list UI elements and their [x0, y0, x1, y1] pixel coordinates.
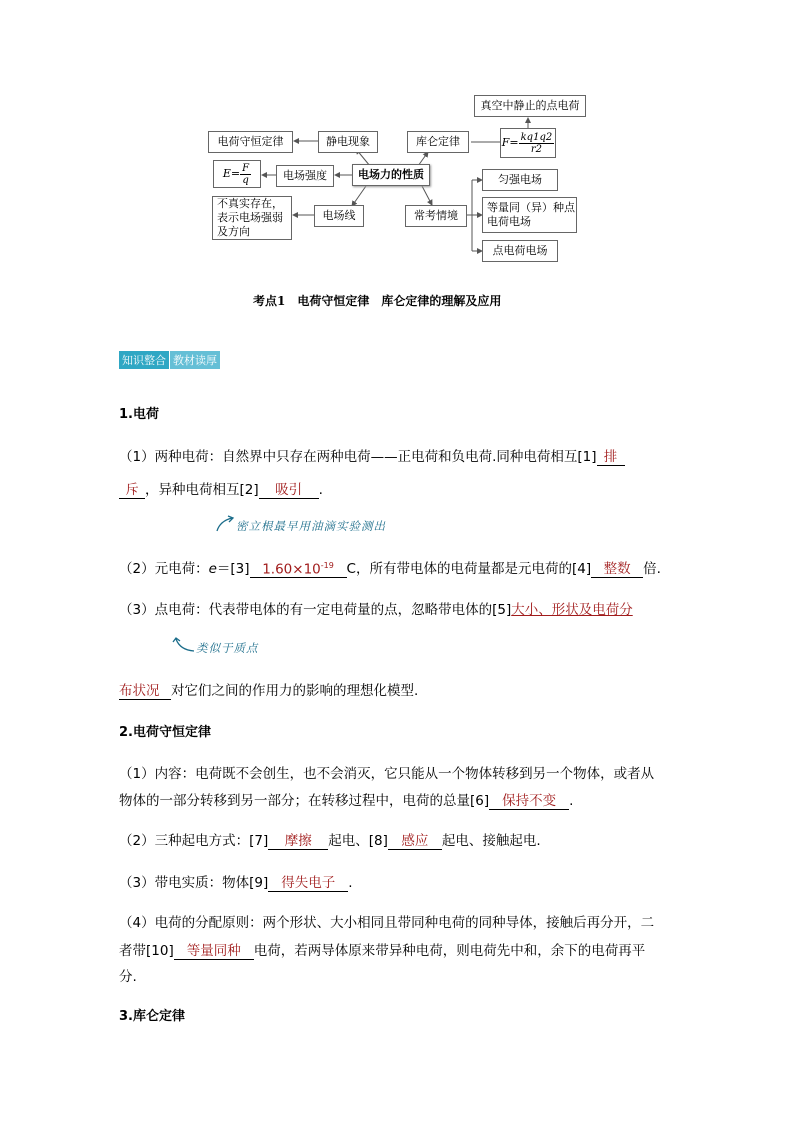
s1-p2-e: e	[208, 561, 217, 577]
s1-paragraph-3a	[119, 598, 633, 618]
s2-paragraph-4a: （4）电荷的分配原则：两个形状、大小相同且带同种电荷的同种导体，接触后再分开，二	[119, 915, 655, 931]
answer-5a: 大小、形状及电荷分	[511, 602, 633, 618]
s2-paragraph-2	[119, 829, 541, 850]
field-formula-fraction	[240, 163, 251, 186]
coulomb-law-label: 库仑定律	[416, 135, 460, 148]
s1-p2-text-a: （2）元电荷：	[119, 561, 209, 577]
equal-charges-box	[482, 197, 577, 233]
heading-1: 1.电荷	[119, 407, 159, 422]
field-line-note-label: 不真实存在，表示电场强弱及方向	[217, 197, 283, 238]
answer-1a	[597, 445, 625, 466]
answer-6-text: 保持不变	[502, 793, 557, 809]
s2-paragraph-4b	[119, 939, 645, 960]
answer-3	[250, 561, 347, 579]
center-label: 电场力的性质	[358, 168, 424, 181]
field-formula-denominator: q	[242, 174, 249, 186]
s1-p2-text-c: C，所有带电体的电荷量都是元电荷的[4]	[346, 561, 592, 577]
tag-textbook: 教材读厚	[170, 351, 220, 369]
s1-paragraph-3b	[119, 679, 418, 700]
answer-5b-text: 布状况	[119, 683, 160, 699]
coulomb-law-box	[407, 131, 469, 153]
s2-p4-text-b: 者带[10]	[119, 943, 174, 959]
s1-p2-text-b: ＝[3]	[216, 561, 250, 577]
s1-p2-text-d: 倍.	[643, 561, 661, 577]
answer-4	[591, 557, 643, 578]
point-charge-vacuum-box	[474, 95, 586, 117]
answer-9	[268, 871, 348, 892]
field-formula-lhs: E=	[222, 167, 241, 180]
answer-6	[489, 789, 569, 810]
heading-3: 3.库仑定律	[119, 1009, 185, 1024]
center-box	[352, 164, 430, 186]
uniform-field-label: 匀强电场	[498, 173, 542, 186]
answer-2-text: 吸引	[275, 482, 303, 498]
answer-2	[259, 478, 319, 499]
field-formula-box	[213, 160, 261, 188]
s1-p1-text-b: ，异种电荷相互[2]	[145, 482, 259, 498]
s2-p1-text-b: 物体的一部分转移到另一部分；在转移过程中，电荷的总量[6]	[119, 793, 490, 809]
field-line-label: 电场线	[322, 209, 356, 222]
answer-8	[388, 829, 442, 850]
s2-paragraph-4c: 分.	[119, 969, 137, 985]
answer-1b	[119, 478, 145, 499]
s2-p2-text-c: 起电、接触起电.	[441, 833, 541, 849]
coulomb-formula-lhs: F=	[501, 136, 519, 149]
field-formula-numerator: F	[242, 162, 250, 174]
s1-paragraph-1b	[119, 478, 323, 499]
section-title: 考点1 电荷守恒定律 库仑定律的理解及应用	[253, 294, 502, 308]
answer-10	[174, 939, 254, 960]
equal-charges-label: 等量同（异）种点电荷电场	[487, 201, 575, 228]
field-line-note-box	[212, 196, 292, 240]
s1-p3-text-a: （3）点电荷：代表带电体的有一定电荷量的点，忽略带电体的[5]	[119, 602, 512, 618]
answer-7-text: 摩擦	[284, 833, 312, 849]
answer-10-text: 等量同种	[186, 943, 241, 959]
field-line-box	[314, 205, 364, 227]
handwritten-note-2: 类似于质点	[196, 641, 259, 655]
answer-1b-text: 斥	[125, 482, 139, 498]
section-tag	[119, 351, 220, 369]
s1-paragraph-1a	[119, 445, 625, 466]
answer-3-text: 1.60×10	[262, 561, 321, 577]
coulomb-formula-denominator: r2	[530, 143, 542, 155]
point-field-label: 点电荷电场	[492, 244, 548, 257]
answer-5b	[119, 679, 171, 700]
field-strength-label: 电场强度	[283, 169, 327, 182]
s1-p3-text-b: 对它们之间的作用力的影响的理想化模型.	[171, 683, 419, 699]
answer-3-exponent: -19	[320, 560, 334, 570]
s1-p1-text-a: （1）两种电荷：自然界中只存在两种电荷——正电荷和负电荷.同种电荷相互[1]	[119, 449, 597, 465]
concept-map-connectors	[0, 0, 794, 280]
s2-p2-text-a: （2）三种起电方式：[7]	[119, 833, 269, 849]
tag-knowledge: 知识整合	[119, 351, 169, 369]
coulomb-formula-numerator: kq1q2	[520, 131, 553, 143]
s2-paragraph-1b	[119, 789, 573, 810]
handwritten-note-1: 密立根最早用油滴实验测出	[236, 519, 386, 533]
heading-2: 2.电荷守恒定律	[119, 725, 211, 740]
charge-conservation-label: 电荷守恒定律	[217, 135, 284, 148]
electrostatic-box	[318, 131, 378, 153]
charge-conservation-box	[208, 131, 293, 153]
s2-p4-text-c: 电荷，若两导体原来带异种电荷，则电荷先中和，余下的电荷再平	[253, 943, 646, 959]
s2-p3-text-a: （3）带电实质：物体[9]	[119, 875, 269, 891]
coulomb-formula-fraction	[519, 132, 555, 155]
answer-8-text: 感应	[401, 833, 429, 849]
common-cases-box	[405, 205, 467, 227]
note-arrow-2	[172, 636, 198, 656]
uniform-field-box	[482, 169, 558, 191]
field-strength-box	[276, 165, 334, 187]
s1-paragraph-2	[119, 557, 661, 578]
s2-p3-text-b: .	[348, 875, 353, 891]
answer-4-text: 整数	[603, 561, 631, 577]
s1-p1-text-c: .	[318, 482, 323, 498]
answer-1a-text: 排	[603, 449, 618, 465]
s2-paragraph-1a: （1）内容：电荷既不会创生，也不会消灭，它只能从一个物体转移到另一个物体，或者从	[119, 766, 655, 782]
coulomb-formula-box	[500, 128, 556, 158]
s2-p2-text-b: 起电、[8]	[328, 833, 388, 849]
electrostatic-label: 静电现象	[326, 135, 370, 148]
common-cases-label: 常考情境	[414, 209, 458, 222]
point-charge-vacuum-label: 真空中静止的点电荷	[480, 99, 580, 112]
point-field-box	[482, 240, 558, 262]
answer-7	[268, 829, 328, 850]
s2-paragraph-3	[119, 871, 353, 892]
answer-9-text: 得失电子	[281, 875, 336, 891]
note-arrow-1	[214, 515, 236, 533]
s2-p1-text-c: .	[569, 793, 574, 809]
